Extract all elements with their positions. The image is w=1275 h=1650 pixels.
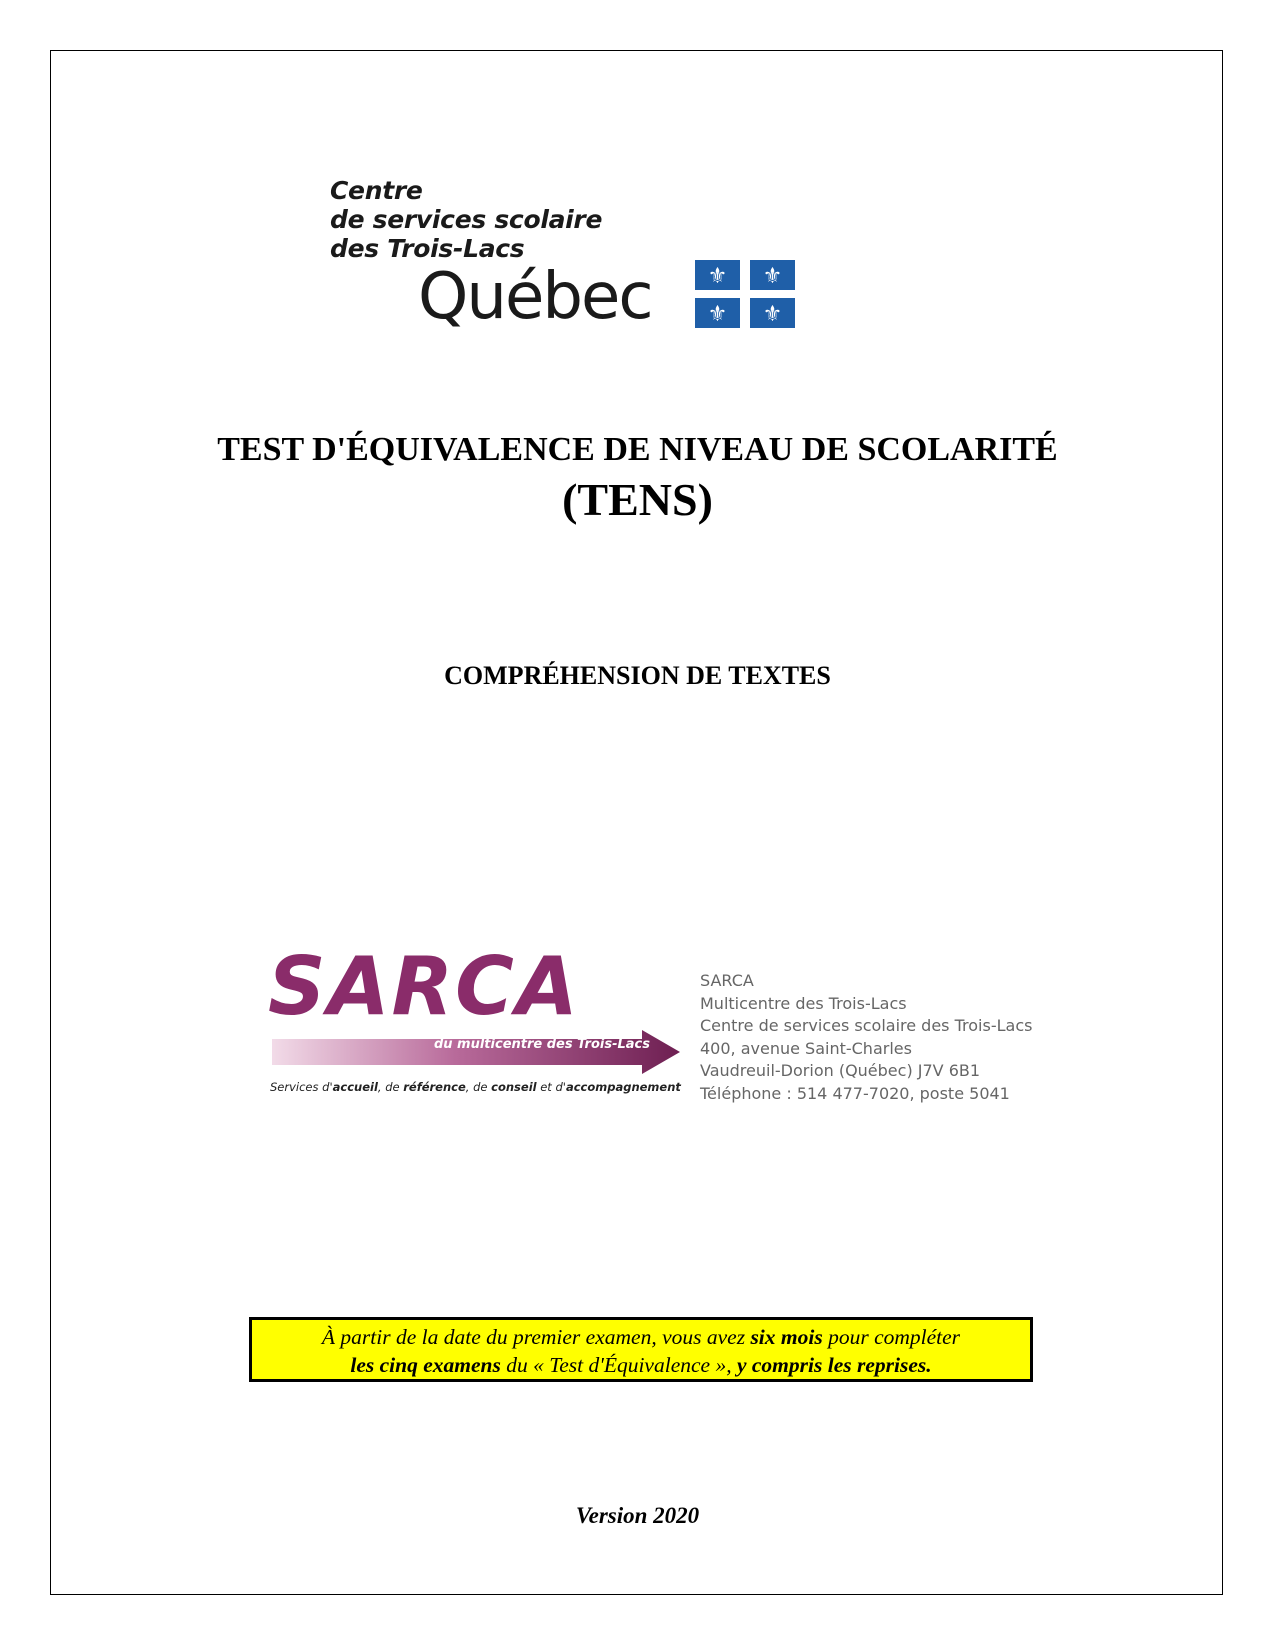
address-line: Vaudreuil-Dorion (Québec) J7V 6B1 bbox=[700, 1061, 981, 1081]
tagline-part: et d' bbox=[536, 1080, 566, 1094]
svg-text:⚜: ⚜ bbox=[762, 302, 783, 327]
css-logo-line2: de services scolaire bbox=[330, 205, 603, 234]
notice-text: du « Test d'Équivalence », bbox=[500, 1353, 737, 1377]
section-title: COMPRÉHENSION DE TEXTES bbox=[444, 661, 831, 690]
tagline-bold: accompagnement bbox=[565, 1080, 681, 1094]
notice-text: À partir de la date du premier examen, vous avez bbox=[321, 1325, 751, 1349]
notice-line2 bbox=[252, 1351, 1030, 1379]
tagline-part: , de bbox=[465, 1080, 492, 1094]
css-logo-line1: Centre bbox=[330, 176, 423, 205]
tagline-bold: accueil bbox=[332, 1080, 378, 1094]
css-logo-line3: des Trois-Lacs bbox=[330, 234, 525, 263]
sarca-arrow-label: du multicentre des Trois-Lacs bbox=[433, 1037, 650, 1052]
tagline-part: Services d' bbox=[270, 1080, 333, 1094]
address-line: 400, avenue Saint-Charles bbox=[700, 1038, 912, 1058]
sarca-address bbox=[700, 970, 1032, 1106]
sarca-logo-wordmark: SARCA bbox=[268, 940, 580, 1033]
document-title: TEST D'ÉQUIVALENCE DE NIVEAU DE SCOLARITÉ bbox=[217, 431, 1058, 468]
sarca-tagline bbox=[270, 1080, 681, 1094]
quebec-flag-icon bbox=[693, 258, 797, 330]
address-line: Multicentre des Trois-Lacs bbox=[700, 993, 907, 1013]
tagline-bold: référence bbox=[403, 1080, 466, 1094]
svg-text:⚜: ⚜ bbox=[707, 264, 728, 289]
svg-text:⚜: ⚜ bbox=[707, 302, 728, 327]
notice-text: pour compléter bbox=[822, 1325, 961, 1349]
document-acronym: (TENS) bbox=[562, 474, 713, 525]
deadline-notice bbox=[249, 1317, 1033, 1382]
version-label: Version 2020 bbox=[575, 1503, 700, 1528]
address-phone: Téléphone : 514 477-7020, poste 5041 bbox=[700, 1083, 1010, 1103]
notice-line1 bbox=[252, 1323, 1030, 1351]
notice-bold: les cinq examens bbox=[350, 1353, 501, 1377]
css-logo-text bbox=[330, 176, 602, 263]
tagline-part: , de bbox=[377, 1080, 404, 1094]
address-line: SARCA bbox=[700, 971, 754, 990]
notice-bold: y compris les reprises. bbox=[736, 1353, 932, 1377]
address-line: Centre de services scolaire des Trois-Lacs bbox=[700, 1016, 1033, 1036]
svg-text:⚜: ⚜ bbox=[762, 264, 783, 289]
quebec-wordmark: Québec bbox=[418, 260, 652, 334]
notice-bold: six mois bbox=[750, 1325, 823, 1349]
tagline-bold: conseil bbox=[491, 1080, 537, 1094]
